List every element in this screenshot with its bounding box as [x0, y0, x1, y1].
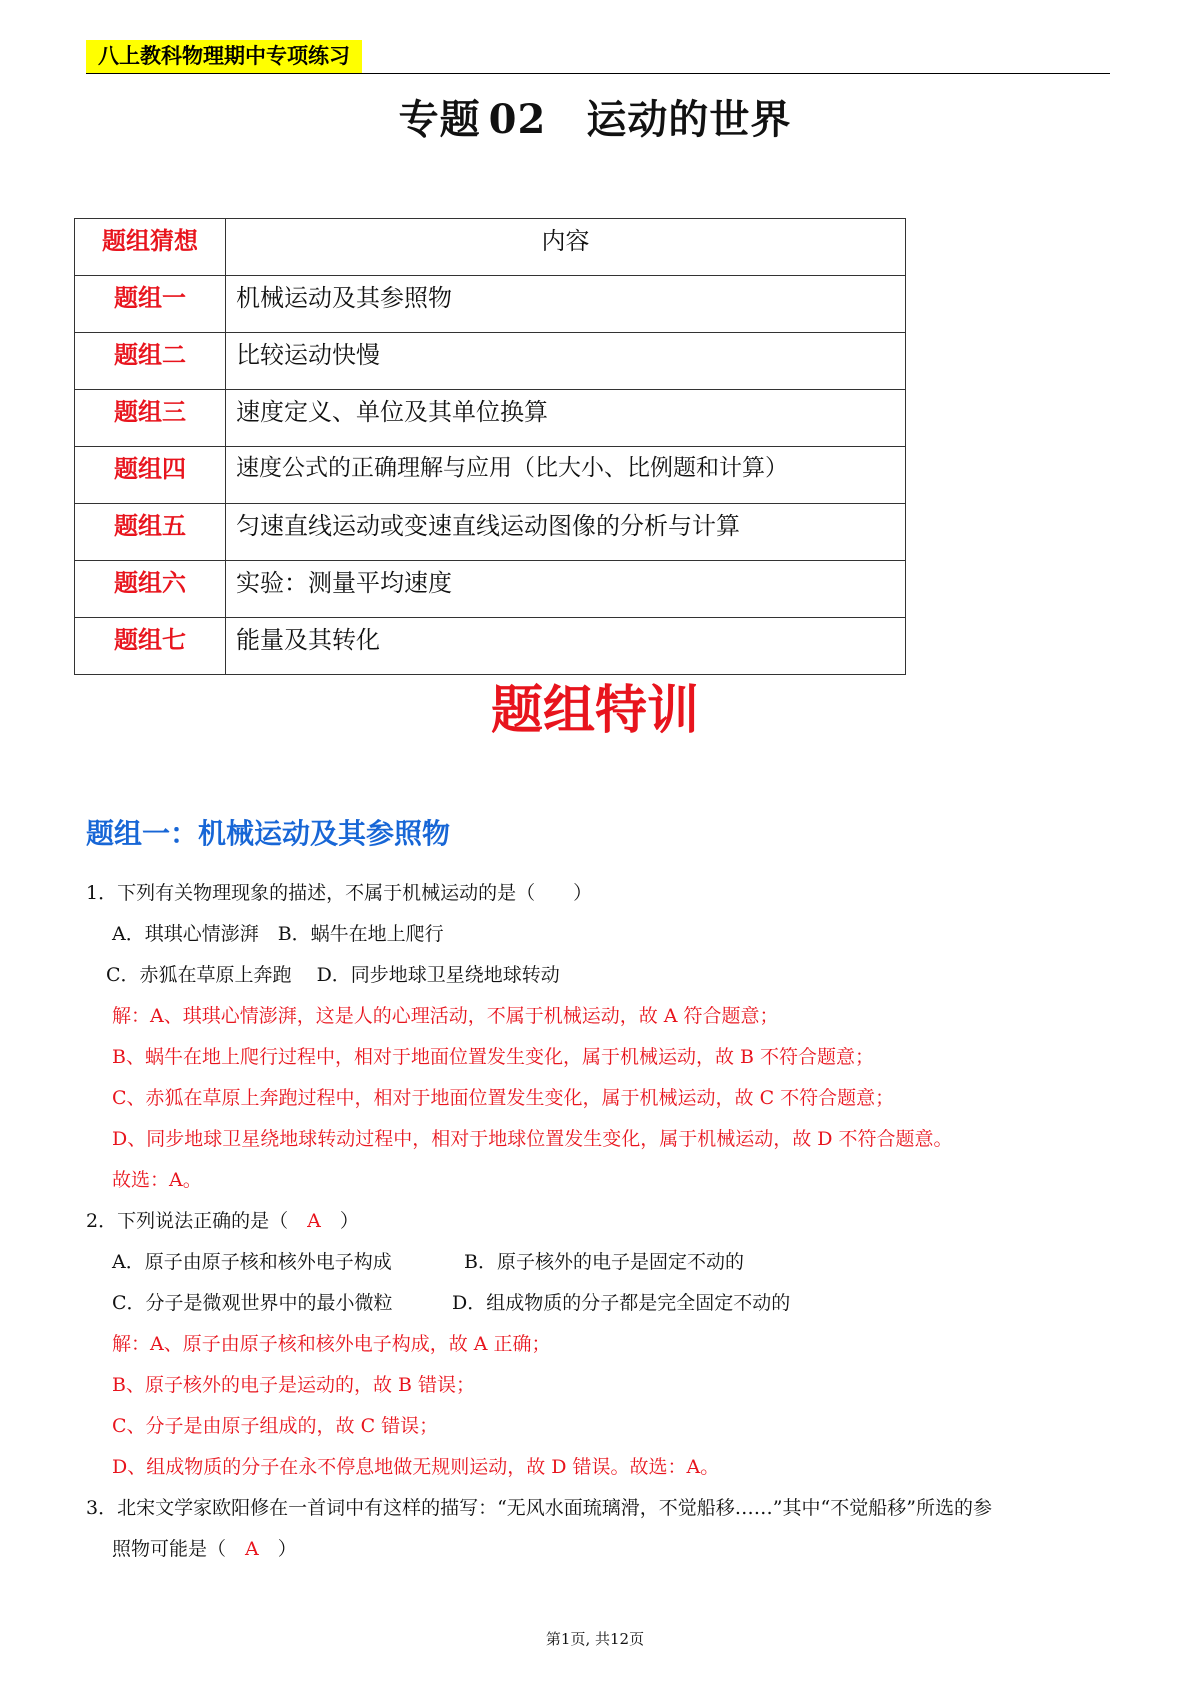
q1-solution-line: D、同步地球卫星绕地球转动过程中，相对于地球位置发生变化，属于机械运动，故 D 不符合题意。	[112, 1128, 953, 1150]
q1-options-cd: C．赤狐在草原上奔跑 D．同步地球卫星绕地球转动	[106, 964, 560, 986]
row-content: 速度定义、单位及其单位换算	[226, 390, 906, 447]
page-title	[0, 88, 1190, 145]
q2-solution-line: C、分子是由原子组成的，故 C 错误；	[112, 1415, 439, 1437]
table-row	[75, 447, 906, 504]
row-group: 题组三	[75, 390, 226, 447]
row-group: 题组一	[75, 276, 226, 333]
q1-solution-line: 故选：A。	[112, 1169, 202, 1191]
q2-solution-line: D、组成物质的分子在永不停息地做无规则运动，故 D 错误。故选：A。	[112, 1456, 720, 1478]
row-group: 题组四	[75, 447, 226, 504]
table-row	[75, 276, 906, 333]
q3-stem: 3．北宋文学家欧阳修在一首词中有这样的描写：“无风水面琉璃滑，不觉船移……”其中“不觉船移”所选的参	[86, 1497, 992, 1519]
header-tag: 八上教科物理期中专项练习	[86, 40, 362, 74]
title-number: 02	[488, 96, 547, 143]
table-head-group: 题组猜想	[75, 219, 226, 276]
q3-stem-continued	[112, 1536, 297, 1562]
q2-option-d: D．组成物质的分子都是完全固定不动的	[452, 1292, 791, 1314]
row-group: 题组二	[75, 333, 226, 390]
q1-solution-line: 解：A、琪琪心情澎湃，这是人的心理活动，不属于机械运动，故 A 符合题意；	[112, 1005, 779, 1027]
q1-solution-line: C、赤狐在草原上奔跑过程中，相对于地面位置发生变化，属于机械运动，故 C 不符合题意；	[112, 1087, 895, 1109]
title-name: 运动的世界	[586, 97, 792, 143]
q3-answer: A	[245, 1538, 259, 1560]
row-group: 题组七	[75, 618, 226, 675]
table-row	[75, 504, 906, 561]
row-content: 速度公式的正确理解与应用（比大小、比例题和计算）	[226, 447, 906, 504]
table-head-content: 内容	[226, 219, 906, 276]
q2-option-a: A．原子由原子核和核外电子构成	[112, 1251, 392, 1273]
q2-option-b: B．原子核外的电子是固定不动的	[464, 1251, 744, 1273]
big-heading: 题组特训	[490, 681, 699, 741]
table-row	[75, 561, 906, 618]
table-row	[75, 390, 906, 447]
q2-solution-line: B、原子核外的电子是运动的，故 B 错误；	[112, 1374, 476, 1396]
title-prefix: 专题	[398, 97, 481, 143]
row-content: 能量及其转化	[226, 618, 906, 675]
row-group: 题组六	[75, 561, 226, 618]
page-footer: 第1页, 共12页	[545, 1630, 645, 1648]
q3-stem-close: ）	[258, 1538, 297, 1560]
q2-solution-line: 解：A、原子由原子核和核外电子构成，故 A 正确；	[112, 1333, 551, 1355]
q2-option-c: C．分子是微观世界中的最小微粒	[112, 1292, 393, 1314]
section-heading: 题组一：机械运动及其参照物	[86, 817, 451, 850]
q2-answer: A	[307, 1210, 321, 1232]
q2-stem-text: 2．下列说法正确的是（	[86, 1210, 308, 1232]
q1-options-ab: A．琪琪心情澎湃 B．蜗牛在地上爬行	[112, 923, 444, 945]
row-content: 比较运动快慢	[226, 333, 906, 390]
header-rule	[86, 73, 1110, 74]
table-header-row	[75, 219, 906, 276]
table-row	[75, 618, 906, 675]
row-content: 机械运动及其参照物	[226, 276, 906, 333]
q3-stem-text: 照物可能是（	[112, 1538, 246, 1560]
q1-stem: 1．下列有关物理现象的描述，不属于机械运动的是（ ）	[86, 882, 593, 904]
row-group: 题组五	[75, 504, 226, 561]
topic-table	[74, 218, 906, 675]
q2-stem	[86, 1208, 359, 1234]
table-row	[75, 333, 906, 390]
row-content: 实验：测量平均速度	[226, 561, 906, 618]
q2-stem-close: ）	[320, 1210, 359, 1232]
q1-solution-line: B、蜗牛在地上爬行过程中，相对于地面位置发生变化，属于机械运动，故 B 不符合题意；	[112, 1046, 875, 1068]
row-content: 匀速直线运动或变速直线运动图像的分析与计算	[226, 504, 906, 561]
